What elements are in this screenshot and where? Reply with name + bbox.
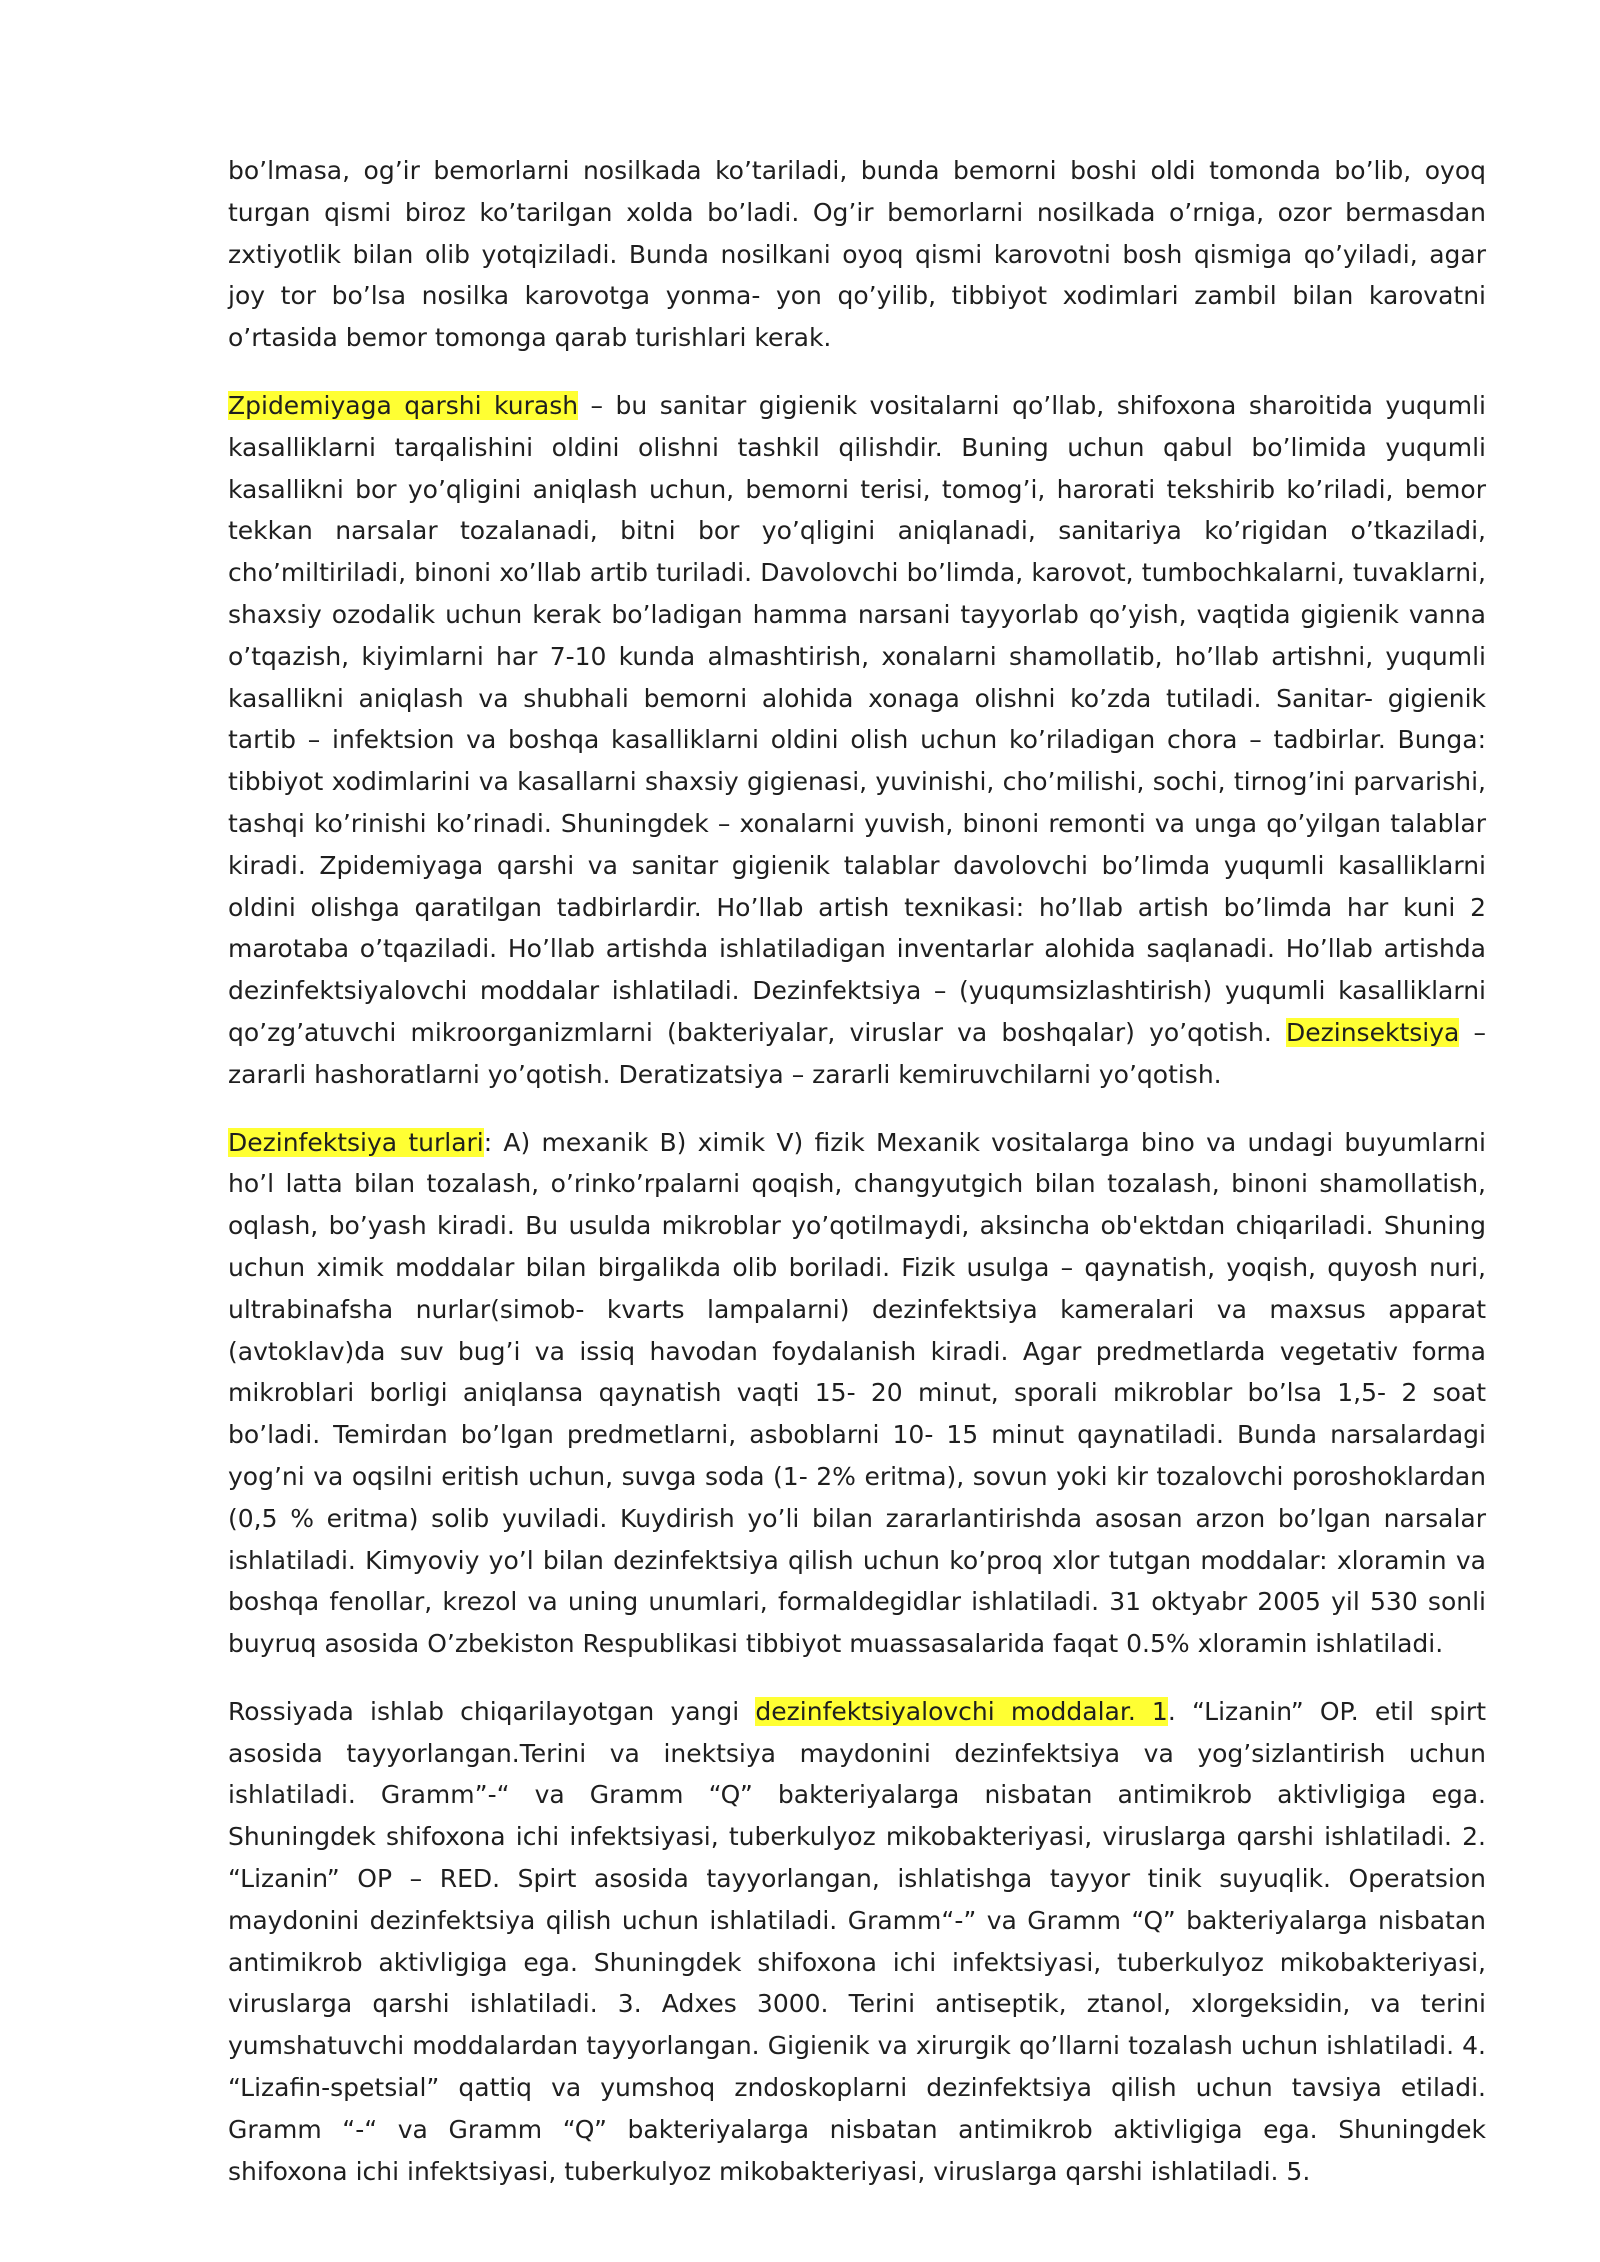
paragraph-stretcher-transport: [228, 150, 1486, 359]
text-segment: – zararli hashoratlarni yo’qotish. Deratizatsiya – zararli kemiruvchilarni yo’qotish.: [228, 1017, 1487, 1089]
highlighted-term: Dezinfektsiya turlari: [228, 1127, 484, 1157]
paragraph-disinfection-types: [228, 1122, 1486, 1665]
highlighted-term: Zpidemiyaga qarshi kurash: [228, 390, 579, 420]
text-segment: – bu sanitar gigienik vositalarni qo’llab, shifoxona sharoitida yuqumli kasalliklarni tarqalishini oldini olishni tashkil qilishdir. Buning uchun qabul bo’limida yuqumli kasallikni bor yo’qligini aniqlash uchun, bemorni terisi, tomog’i, harorati tekshirib ko’riladi, bemor tekkan narsalar tozalanadi, bitni bor yo’qligini aniqlanadi, sanitariya ko’rigidan o’tkaziladi, cho’miltiriladi, binoni xo’llab artib turiladi. Davolovchi bo’limda, karovot, tumbochkalarni, tuvaklarni, shaxsiy ozodalik uchun kerak bo’ladigan hamma narsani tayyorlab qo’yish, vaqtida gigienik vanna o’tqazish, kiyimlarni har 7-10 kunda almashtirish, xonalarni shamollatib, ho’llab artishni, yuqumli kasallikni aniqlash va shubhali bemorni alohida xonaga olishni ko’zda tutiladi. Sanitar- gigienik tartib – infektsion va boshqa kasalliklarni oldini olish uchun ko’riladigan chora – tadbirlar. Bunga: tibbiyot xodimlarini va kasallarni shaxsiy gigienasi, yuvinishi, cho’milishi, sochi, tirnog’ini parvarishi, tashqi ko’rinishi ko’rinadi. Shuningdek – xonalarni yuvish, binoni remonti va unga qo’yilgan talablar kiradi. Zpidemiyaga qarshi va sanitar gigienik talablar davolovchi bo’limda yuqumli kasalliklarni oldini olishga qaratilgan tadbirlardir. Ho’llab artish texnikasi: ho’llab artish bo’limda har kuni 2 marotaba o’tqaziladi. Ho’llab artishda ishlatiladigan inventarlar alohida saqlanadi. Ho’llab artishda dezinfektsiyalovchi moddalar ishlatiladi. Dezinfektsiya – (yuqumsizlashtirish) yuqumli kasalliklarni qo’zg’atuvchi mikroorganizmlarni (bakteriyalar, viruslar va boshqalar) yo’qotish.: [228, 390, 1487, 1047]
document-page: [228, 150, 1486, 2218]
text-segment: Rossiyada ishlab chiqarilayotgan yangi: [228, 1696, 756, 1726]
paragraph-epidemic-control: [228, 385, 1486, 1096]
text-segment: . “Lizanin” OP. etil spirt asosida tayyorlangan.Terini va inektsiya maydonini dezinfektsiya va yog’sizlantirish uchun ishlatiladi. Gramm”-“ va Gramm “Q” bakteriyalarga nisbatan antimikrob aktivligiga ega. Shuningdek shifoxona ichi infektsiyasi, tuberkulyoz mikobakteriyasi, viruslarga qarshi ishlatiladi. 2. “Lizanin” OP – RED. Spirt asosida tayyorlangan, ishlatishga tayyor tinik suyuqlik. Operatsion maydonini dezinfektsiya qilish uchun ishlatiladi. Gramm“-” va Gramm “Q” bakteriyalarga nisbatan antimikrob aktivligiga ega. Shuningdek shifoxona ichi infektsiyasi, tuberkulyoz mikobakteriyasi, viruslarga qarshi ishlatiladi. 3. Adxes 3000. Terini antiseptik, ztanol, xlorgeksidin, va terini yumshatuvchi moddalardan tayyorlangan. Gigienik va xirurgik qo’llarni tozalash uchun ishlatiladi. 4. “Lizafin-spetsial” qattiq va yumshoq zndoskoplarni dezinfektsiya qilish uchun tavsiya etiladi. Gramm “-“ va Gramm “Q” bakteriyalarga nisbatan antimikrob aktivligiga ega. Shuningdek shifoxona ichi infektsiyasi, tuberkulyoz mikobakteriyasi, viruslarga qarshi ishlatiladi. 5.: [228, 1696, 1486, 2186]
text-segment: bo’lmasa, og’ir bemorlarni nosilkada ko’tariladi, bunda bemorni boshi oldi tomonda bo’lib, oyoq turgan qismi biroz ko’tarilgan xolda bo’ladi. Og’ir bemorlarni nosilkada o’rniga, ozor bermasdan zxtiyotlik bilan olib yotqiziladi. Bunda nosilkani oyoq qismi karovotni bosh qismiga qo’yiladi, agar joy tor bo’lsa nosilka karovotga yonma- yon qo’yilib, tibbiyot xodimlari zambil bilan karovatni o’rtasida bemor tomonga qarab turishlari kerak.: [228, 156, 1486, 353]
highlighted-term: dezinfektsiyalovchi moddalar. 1: [755, 1696, 1168, 1726]
paragraph-new-disinfectants: [228, 1691, 1486, 2193]
highlighted-term: Dezinsektsiya: [1286, 1017, 1460, 1047]
text-segment: : A) mexanik B) ximik V) fizik Mexanik vositalarga bino va undagi buyumlarni ho’l latta bilan tozalash, o’rinko’rpalarni qoqish, changyutgich bilan tozalash, binoni shamollatish, oqlash, bo’yash kiradi. Bu usulda mikroblar yo’qotilmaydi, aksincha ob'ektdan chiqariladi. Shuning uchun ximik moddalar bilan birgalikda olib boriladi. Fizik usulga – qaynatish, yoqish, quyosh nuri, ultrabinafsha nurlar(simob- kvarts lampalarni) dezinfektsiya kameralari va maxsus apparat (avtoklav)da suv bug’i va issiq havodan foydalanish kiradi. Agar predmetlarda vegetativ forma mikroblari borligi aniqlansa qaynatish vaqti 15- 20 minut, sporali mikroblar bo’lsa 1,5- 2 soat bo’ladi. Temirdan bo’lgan predmetlarni, asboblarni 10- 15 minut qaynatiladi. Bunda narsalardagi yog’ni va oqsilni eritish uchun, suvga soda (1- 2% eritma), sovun yoki kir tozalovchi poroshoklardan (0,5 % eritma) solib yuviladi. Kuydirish yo’li bilan zararlantirishda asosan arzon bo’lgan narsalar ishlatiladi. Kimyoviy yo’l bilan dezinfektsiya qilish uchun ko’proq xlor tutgan moddalar: xloramin va boshqa fenollar, krezol va uning unumlari, formaldegidlar ishlatiladi. 31 oktyabr 2005 yil 530 sonli buyruq asosida O’zbekiston Respublikasi tibbiyot muassasalarida faqat 0.5% xloramin ishlatiladi.: [228, 1127, 1486, 1659]
